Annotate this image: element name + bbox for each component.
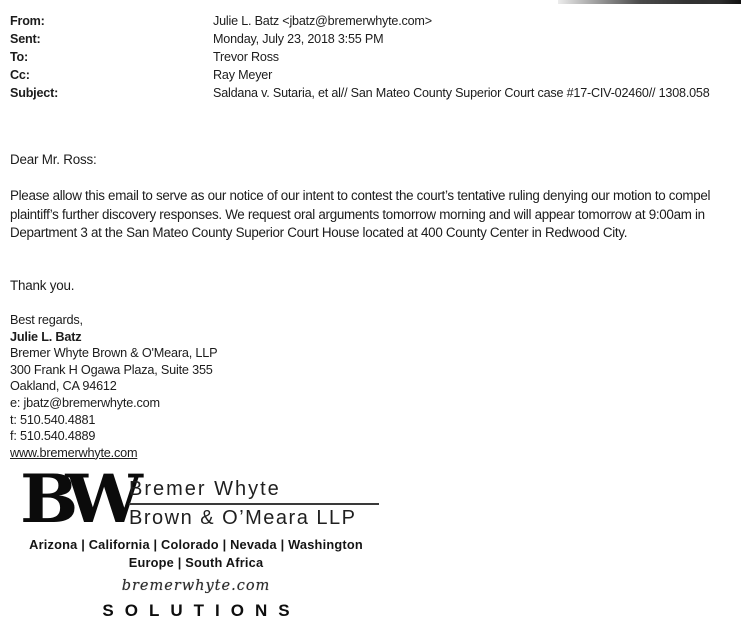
signature-street: 300 Frank H Ogawa Plaza, Suite 355	[10, 362, 213, 377]
salutation: Dear Mr. Ross:	[10, 152, 97, 167]
regions-line1: Arizona | California | Colorado | Nevada | Washington	[29, 537, 363, 552]
signature-phone: t: 510.540.4881	[10, 412, 96, 427]
scan-artifact-bar	[558, 0, 741, 4]
from-value: Julie L. Batz <jbatz@bremerwhyte.com>	[213, 14, 432, 28]
signature-block	[10, 312, 217, 461]
sent-label: Sent:	[10, 32, 41, 46]
signature-city: Oakland, CA 94612	[10, 379, 117, 394]
cc-label: Cc:	[10, 68, 30, 82]
header-row-to	[10, 48, 734, 66]
firm-name-lockup	[129, 478, 379, 530]
bw-logo-monogram: BW	[20, 460, 130, 539]
to-label: To:	[10, 50, 29, 64]
solutions-tagline: SOLUTIONS	[102, 601, 301, 620]
to-value: Trevor Ross	[213, 50, 279, 64]
signature-fax: f: 510.540.4889	[10, 429, 96, 444]
from-label: From:	[10, 14, 45, 28]
signature-name: Julie L. Batz	[10, 329, 82, 344]
email-header	[10, 12, 734, 102]
signature-company: Bremer Whyte Brown & O'Meara, LLP	[10, 346, 218, 361]
body-paragraph: Please allow this email to serve as our notice of our intent to contest the court’s tentative ruling denying our motion to compel plaintiff’s further discovery responses. We request oral arguments tomorrow morning and will appear tomorrow at 9:00am in Department 3 at the San Mateo County Superior Court House located at 400 County Center in Redwood City.	[10, 188, 711, 241]
signature-regards: Best regards,	[10, 313, 83, 327]
regions-line2: Europe | South Africa	[128, 555, 264, 570]
header-row-subject	[10, 84, 734, 102]
firm-name-line2: Brown & O’Meara LLP	[129, 507, 357, 529]
header-row-cc	[10, 66, 734, 84]
logo-footer	[10, 537, 382, 621]
signature-website-link: www.bremerwhyte.com	[10, 445, 138, 460]
header-row-sent	[10, 30, 734, 48]
subject-value: Saldana v. Sutaria, et al// San Mateo County Superior Court case #17-CIV-02460// 1308.058	[213, 86, 710, 100]
signature-email: e: jbatz@bremerwhyte.com	[10, 395, 160, 410]
closing-text: Thank you.	[10, 278, 75, 293]
logo-website-text: bremerwhyte.com	[121, 578, 271, 594]
sent-value: Monday, July 23, 2018 3:55 PM	[213, 32, 384, 46]
firm-name-line1: Bremer Whyte	[129, 478, 379, 505]
header-row-from	[10, 12, 734, 30]
cc-value: Ray Meyer	[213, 68, 273, 82]
subject-label: Subject:	[10, 86, 59, 100]
